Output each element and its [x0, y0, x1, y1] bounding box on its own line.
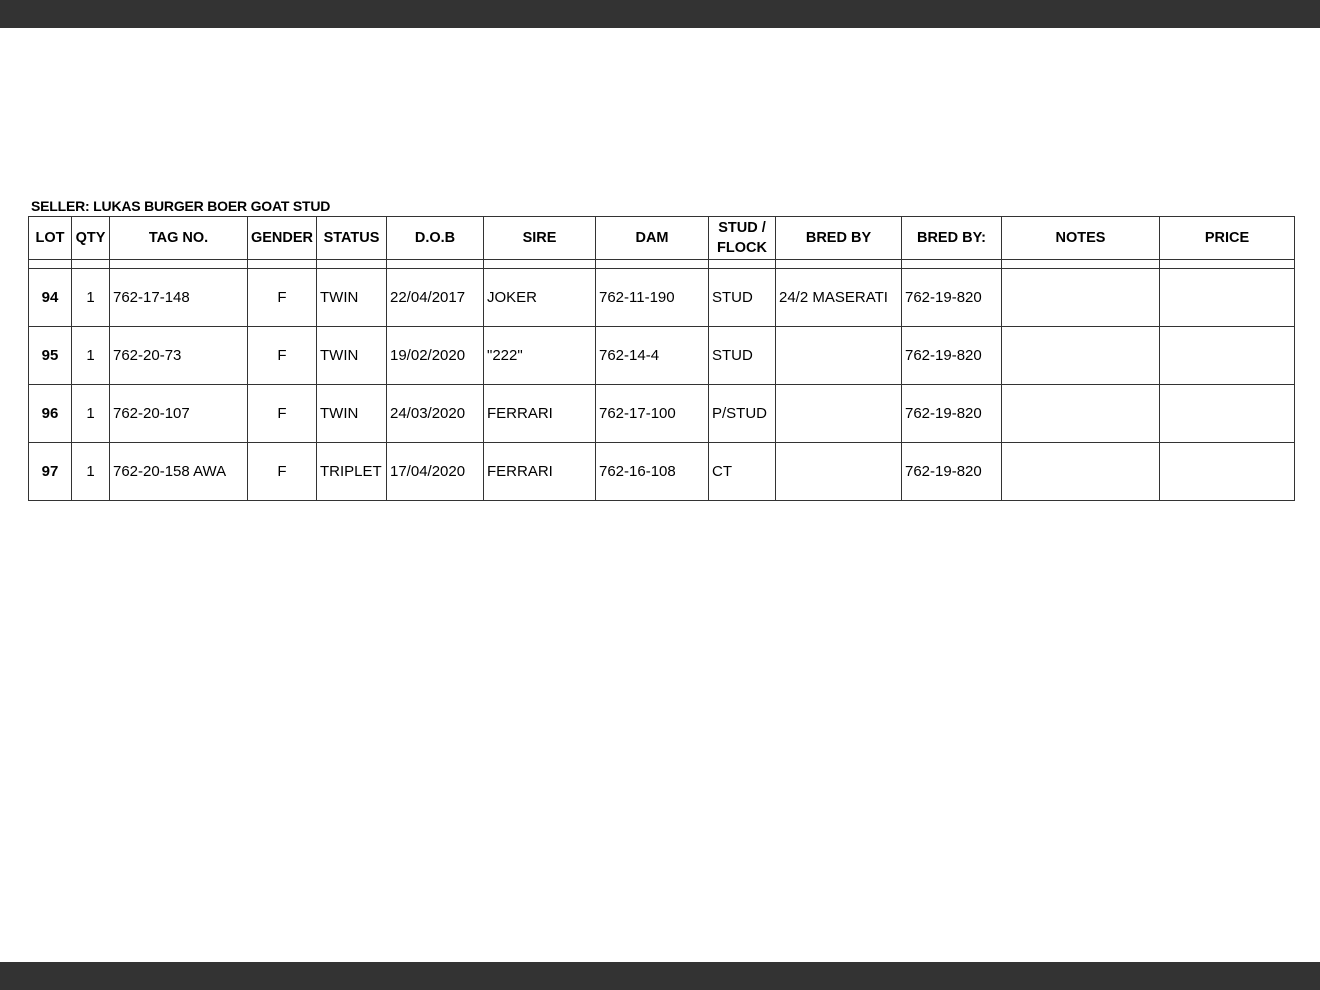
cell-dob: 24/03/2020: [387, 385, 484, 443]
cell-price: [1160, 327, 1295, 385]
cell-sire: JOKER: [484, 269, 596, 327]
cell-dam: 762-17-100: [596, 385, 709, 443]
cell-bred-by: [776, 443, 902, 501]
cell-dob: 17/04/2020: [387, 443, 484, 501]
cell-dam: 762-14-4: [596, 327, 709, 385]
header-dob: D.O.B: [387, 217, 484, 260]
cell-gender: F: [248, 443, 317, 501]
cell-bred-by-2: 762-19-820: [902, 269, 1002, 327]
header-spacer-row: [29, 260, 1295, 269]
cell-status: TWIN: [317, 269, 387, 327]
spacer-cell: [110, 260, 248, 269]
cell-dob: 22/04/2017: [387, 269, 484, 327]
cell-price: [1160, 385, 1295, 443]
spacer-cell: [1002, 260, 1160, 269]
cell-bred-by: [776, 327, 902, 385]
cell-lot: 97: [29, 443, 72, 501]
cell-gender: F: [248, 327, 317, 385]
header-dam: DAM: [596, 217, 709, 260]
header-lot: LOT: [29, 217, 72, 260]
cell-stud-flock: STUD: [709, 327, 776, 385]
spacer-cell: [484, 260, 596, 269]
cell-sire: "222": [484, 327, 596, 385]
header-bred-by: BRED BY: [776, 217, 902, 260]
table-row: [29, 443, 1295, 501]
cell-qty: 1: [72, 443, 110, 501]
cell-dam: 762-11-190: [596, 269, 709, 327]
viewer-top-bar: [0, 0, 1320, 28]
seller-heading: SELLER: LUKAS BURGER BOER GOAT STUD: [31, 198, 331, 214]
cell-stud-flock: STUD: [709, 269, 776, 327]
cell-bred-by-2: 762-19-820: [902, 327, 1002, 385]
lot-table: [28, 216, 1295, 501]
viewer-bottom-bar: [0, 962, 1320, 990]
header-status: STATUS: [317, 217, 387, 260]
cell-price: [1160, 443, 1295, 501]
header-gender: GENDER: [248, 217, 317, 260]
spacer-cell: [1160, 260, 1295, 269]
cell-sire: FERRARI: [484, 385, 596, 443]
cell-tag-no: 762-20-158 AWA: [110, 443, 248, 501]
cell-dob: 19/02/2020: [387, 327, 484, 385]
cell-stud-flock: P/STUD: [709, 385, 776, 443]
spacer-cell: [317, 260, 387, 269]
cell-tag-no: 762-20-107: [110, 385, 248, 443]
cell-sire: FERRARI: [484, 443, 596, 501]
cell-notes: [1002, 443, 1160, 501]
header-bred-by-2: BRED BY:: [902, 217, 1002, 260]
table-row: [29, 385, 1295, 443]
spacer-cell: [902, 260, 1002, 269]
cell-status: TWIN: [317, 327, 387, 385]
spacer-cell: [776, 260, 902, 269]
cell-stud-flock: CT: [709, 443, 776, 501]
cell-bred-by: [776, 385, 902, 443]
cell-bred-by-2: 762-19-820: [902, 385, 1002, 443]
cell-tag-no: 762-20-73: [110, 327, 248, 385]
cell-gender: F: [248, 385, 317, 443]
cell-tag-no: 762-17-148: [110, 269, 248, 327]
cell-notes: [1002, 269, 1160, 327]
cell-dam: 762-16-108: [596, 443, 709, 501]
cell-qty: 1: [72, 385, 110, 443]
cell-status: TWIN: [317, 385, 387, 443]
cell-gender: F: [248, 269, 317, 327]
header-price: PRICE: [1160, 217, 1295, 260]
cell-notes: [1002, 327, 1160, 385]
cell-qty: 1: [72, 327, 110, 385]
cell-status: TRIPLET: [317, 443, 387, 501]
header-notes: NOTES: [1002, 217, 1160, 260]
cell-bred-by: 24/2 MASERATI: [776, 269, 902, 327]
spacer-cell: [387, 260, 484, 269]
cell-bred-by-2: 762-19-820: [902, 443, 1002, 501]
table-row: [29, 327, 1295, 385]
spacer-cell: [596, 260, 709, 269]
header-row: [29, 217, 1295, 260]
cell-lot: 94: [29, 269, 72, 327]
spacer-cell: [248, 260, 317, 269]
cell-lot: 96: [29, 385, 72, 443]
cell-qty: 1: [72, 269, 110, 327]
header-tag-no: TAG NO.: [110, 217, 248, 260]
cell-price: [1160, 269, 1295, 327]
cell-notes: [1002, 385, 1160, 443]
header-stud-flock: STUD / FLOCK: [709, 217, 776, 260]
table-row: [29, 269, 1295, 327]
spacer-cell: [29, 260, 72, 269]
spacer-cell: [709, 260, 776, 269]
cell-lot: 95: [29, 327, 72, 385]
header-qty: QTY: [72, 217, 110, 260]
spacer-cell: [72, 260, 110, 269]
header-sire: SIRE: [484, 217, 596, 260]
